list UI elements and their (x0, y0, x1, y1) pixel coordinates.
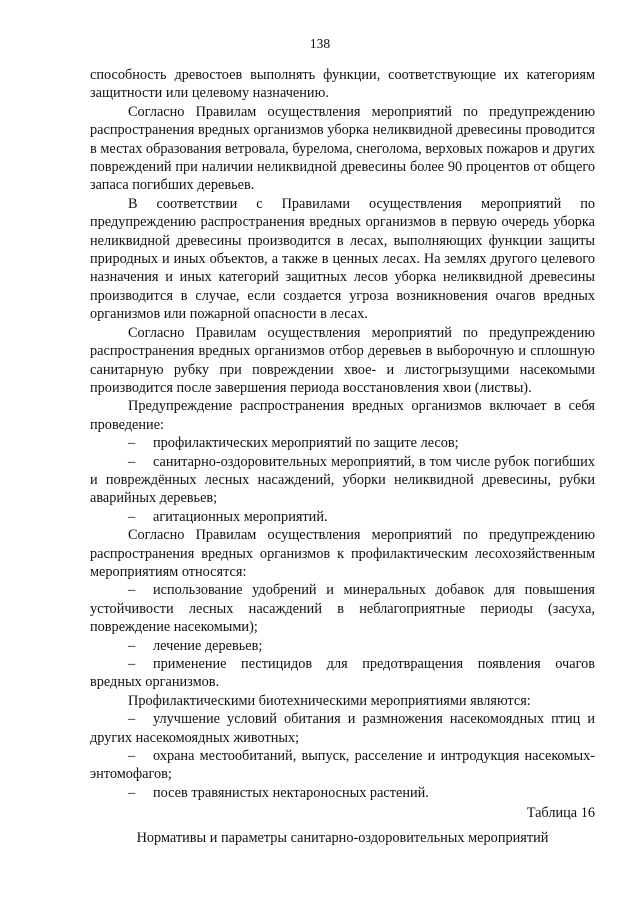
list-item-text: улучшение условий обитания и размножения насекомоядных птиц и других насекомоядных животных; (90, 711, 595, 746)
list-dash: – (128, 435, 136, 452)
paragraph: Согласно Правилам осуществления мероприятий по предупреждению распространения вредных организмов к профилактическим лесохозяйственным мероприятиям относятся: (90, 527, 595, 580)
list-item (90, 747, 595, 784)
paragraph: В соответствии с Правилами осуществления мероприятий по предупреждению распространения вредных организмов в первую очередь уборка неликвидной древесины производится в лесах, выполняющих функции защиты природных и иных объектов, а также в ценных лесах. На землях другого целевого назначения и иных категорий защитных лесов уборка неликвидной древесины производится в случае, если создается угроза возникновения очагов вредных организмов или пожарной опасности в лесах. (90, 195, 595, 323)
list-item (90, 655, 595, 692)
paragraph: Профилактическими биотехническими мероприятиями являются: (128, 692, 531, 709)
paragraph: Предупреждение распространения вредных организмов включает в себя проведение: (90, 398, 595, 433)
list-dash: – (128, 784, 136, 801)
paragraph: способность древостоев выполнять функции, соответствующие их категориям защитности или целевому назначению. (90, 67, 595, 102)
list-item-text: применение пестицидов для предотвращения появления очагов вредных организмов. (90, 656, 595, 691)
list-item-text: санитарно-оздоровительных мероприятий, в том числе рубок погибших и повреждённых лесных насаждений, уборки неликвидной древесины, рубки аварийных деревьев; (90, 453, 595, 507)
list-item-text: использование удобрений и минеральных добавок для повышения устойчивости лесных насаждений в неблагоприятные периоды (засуха, повреждение насекомыми); (90, 582, 595, 636)
list-item (90, 710, 595, 747)
list-item-text: посев травянистых нектароносных растений. (153, 784, 429, 801)
list-dash: – (128, 748, 136, 765)
list-item (90, 637, 595, 655)
list-dash: – (128, 656, 136, 672)
list-dash: – (128, 637, 136, 654)
list-item-text: лечение деревьев; (153, 637, 263, 654)
list-dash: – (128, 453, 136, 470)
table-title: Нормативы и параметры санитарно-оздоровительных мероприятий (136, 829, 549, 846)
list-item (90, 508, 595, 526)
list-item-text: профилактических мероприятий по защите лесов; (153, 435, 459, 452)
table-caption: Таблица 16 (526, 805, 595, 822)
list-dash: – (128, 508, 136, 525)
list-item-text: охрана местообитаний, выпуск, расселение и интродукция насекомых-энтомофагов; (90, 748, 595, 783)
list-item-text: агитационных мероприятий. (153, 508, 328, 525)
paragraph: Согласно Правилам осуществления мероприятий по предупреждению распространения вредных организмов уборка неликвидной древесины проводится в местах образования ветровала, бурелома, снеголома, верховых пожаров и других повреждений при наличии неликвидной древесины более 90 процентов от общего запаса погибших деревьев. (90, 103, 595, 194)
body-text (90, 66, 595, 847)
list-dash: – (128, 582, 136, 599)
list-item (90, 784, 595, 802)
paragraph: Согласно Правилам осуществления мероприятий по предупреждению распространения вредных организмов отбор деревьев в выборочную и сплошную санитарную рубку при повреждении хвое- и листогрызущими насекомыми производится после завершения периода восстановления хвои (листвы). (90, 324, 595, 396)
list-item (90, 581, 595, 636)
list-dash: – (128, 711, 136, 728)
list-item (90, 453, 595, 508)
list-item (90, 434, 595, 452)
page-number: 138 (309, 36, 331, 51)
